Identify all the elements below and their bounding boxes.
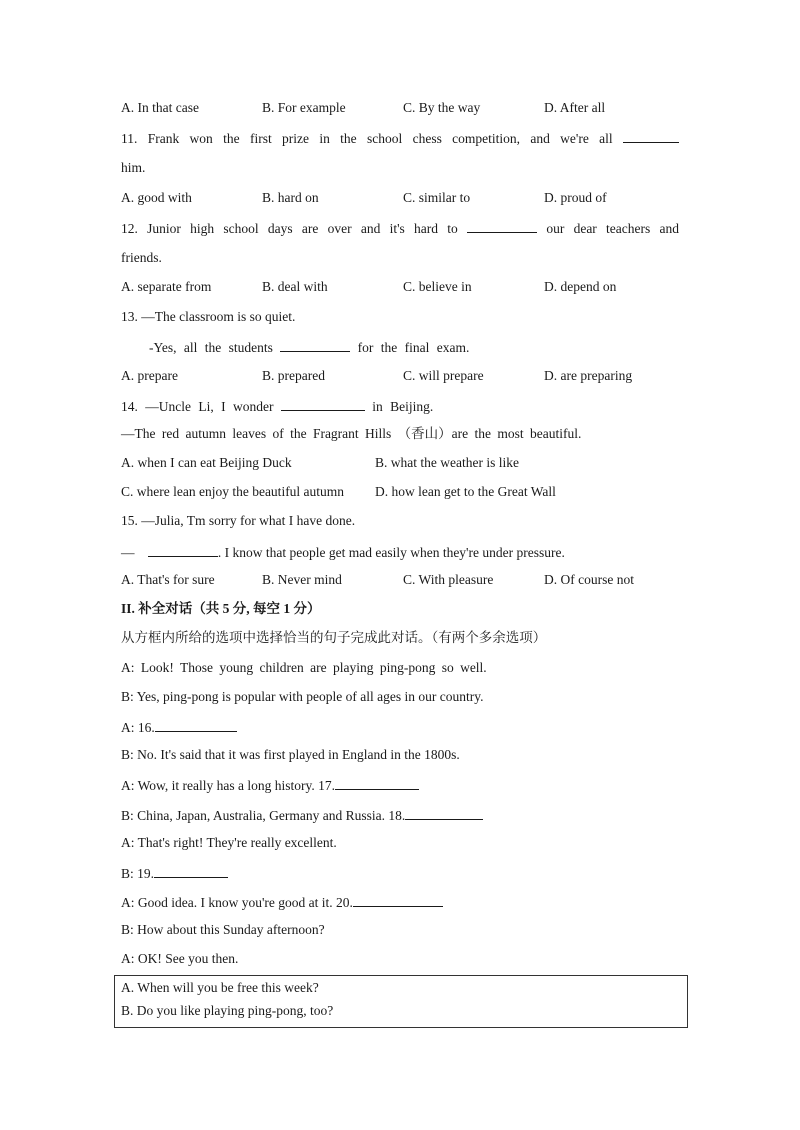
q13-option-a: A. prepare bbox=[121, 368, 178, 383]
dialogue-line-10: B: How about this Sunday afternoon? bbox=[121, 922, 325, 937]
q15-blank bbox=[148, 542, 218, 557]
q12-stem bbox=[121, 218, 679, 238]
section-instruction: 从方框内所给的选项中选择恰当的句子完成此对话。（有两个多余选项） bbox=[121, 630, 547, 645]
dialogue-line-4: B: No. It's said that it was first played in England in the 1800s. bbox=[121, 747, 460, 762]
q11-option-a: A. good with bbox=[121, 190, 192, 205]
q12-stem-a: 12. Junior high school days are over and it's hard to bbox=[121, 221, 458, 236]
q14-line1-a: 14. —Uncle Li, I wonder bbox=[121, 399, 274, 414]
q10-option-d: D. After all bbox=[544, 100, 606, 115]
dialogue-line-3 bbox=[121, 717, 237, 737]
q13-option-b: B. prepared bbox=[262, 368, 325, 383]
box-option-b: B. Do you like playing ping-pong, too? bbox=[121, 1003, 334, 1018]
q14-line1 bbox=[121, 396, 433, 416]
q12-blank bbox=[467, 218, 537, 233]
q11-stem bbox=[121, 128, 679, 148]
q13-line2-a: -Yes, all the students bbox=[149, 340, 273, 355]
dialogue-17-text: A: Wow, it really has a long history. 17. bbox=[121, 778, 336, 793]
dialogue-line-7: A: That's right! They're really excellent. bbox=[121, 835, 337, 850]
q14-option-d: D. how lean get to the Great Wall bbox=[375, 484, 556, 499]
q13-option-d: D. are preparing bbox=[544, 368, 633, 383]
dialogue-line-6 bbox=[121, 805, 483, 825]
q15-option-d: D. Of course not bbox=[544, 572, 634, 587]
q13-line1: 13. —The classroom is so quiet. bbox=[121, 309, 296, 324]
q13-line2 bbox=[149, 337, 469, 357]
q12-option-b: B. deal with bbox=[262, 279, 328, 294]
dialogue-line-11: A: OK! See you then. bbox=[121, 951, 239, 966]
q15-line2 bbox=[121, 542, 565, 562]
q15-option-b: B. Never mind bbox=[262, 572, 342, 587]
q11-cont: him. bbox=[121, 160, 146, 175]
dialogue-line-1: A: Look! Those young children are playing ping-pong so well. bbox=[121, 660, 487, 675]
options-box bbox=[114, 975, 688, 1028]
q14-option-a: A. when I can eat Beijing Duck bbox=[121, 455, 292, 470]
dialogue-18-text: B: China, Japan, Australia, Germany and Russia. 18. bbox=[121, 808, 406, 823]
q12-option-d: D. depend on bbox=[544, 279, 617, 294]
box-option-a: A. When will you be free this week? bbox=[121, 980, 319, 995]
q11-option-d: D. proud of bbox=[544, 190, 607, 205]
q13-option-c: C. will prepare bbox=[403, 368, 484, 383]
dialogue-19-label: B: 19. bbox=[121, 866, 155, 881]
q14-option-b: B. what the weather is like bbox=[375, 455, 519, 470]
q13-blank bbox=[280, 337, 350, 352]
q12-stem-b: our dear teachers and bbox=[546, 221, 680, 236]
q14-line2: —The red autumn leaves of the Fragrant Hills （香山）are the most beautiful. bbox=[121, 426, 582, 441]
dialogue-line-8 bbox=[121, 863, 228, 883]
q11-blank bbox=[623, 128, 679, 143]
dialogue-16-label: A: 16. bbox=[121, 720, 155, 735]
q10-option-c: C. By the way bbox=[403, 100, 481, 115]
blank-18 bbox=[405, 805, 483, 820]
q14-line1-b: in Beijing. bbox=[372, 399, 434, 414]
q15-option-c: C. With pleasure bbox=[403, 572, 494, 587]
q15-line1: 15. —Julia, Tm sorry for what I have done. bbox=[121, 513, 356, 528]
q15-dash: — bbox=[121, 545, 135, 560]
q11-option-c: C. similar to bbox=[403, 190, 471, 205]
q13-line2-b: for the final exam. bbox=[357, 340, 470, 355]
q15-line2-b: . I know that people get mad easily when they're under pressure. bbox=[217, 545, 565, 560]
q14-option-c: C. where lean enjoy the beautiful autumn bbox=[121, 484, 345, 499]
q15-option-a: A. That's for sure bbox=[121, 572, 215, 587]
q10-option-b: B. For example bbox=[262, 100, 346, 115]
q12-cont: friends. bbox=[121, 250, 162, 265]
q14-blank bbox=[281, 396, 365, 411]
blank-17 bbox=[335, 775, 419, 790]
dialogue-line-5 bbox=[121, 775, 419, 795]
q11-stem-text: 11. Frank won the first prize in the school chess competition, and we're all bbox=[121, 131, 613, 146]
blank-20 bbox=[353, 892, 443, 907]
blank-16 bbox=[155, 717, 237, 732]
dialogue-line-2: B: Yes, ping-pong is popular with people of all ages in our country. bbox=[121, 689, 484, 704]
dialogue-line-9 bbox=[121, 892, 443, 912]
q12-option-a: A. separate from bbox=[121, 279, 212, 294]
q12-option-c: C. believe in bbox=[403, 279, 472, 294]
section-heading: II. 补全对话（共 5 分, 每空 1 分） bbox=[121, 601, 321, 616]
blank-19 bbox=[154, 863, 228, 878]
dialogue-20-text: A: Good idea. I know you're good at it. 20. bbox=[121, 895, 353, 910]
q10-option-a: A. In that case bbox=[121, 100, 199, 115]
q11-option-b: B. hard on bbox=[262, 190, 319, 205]
